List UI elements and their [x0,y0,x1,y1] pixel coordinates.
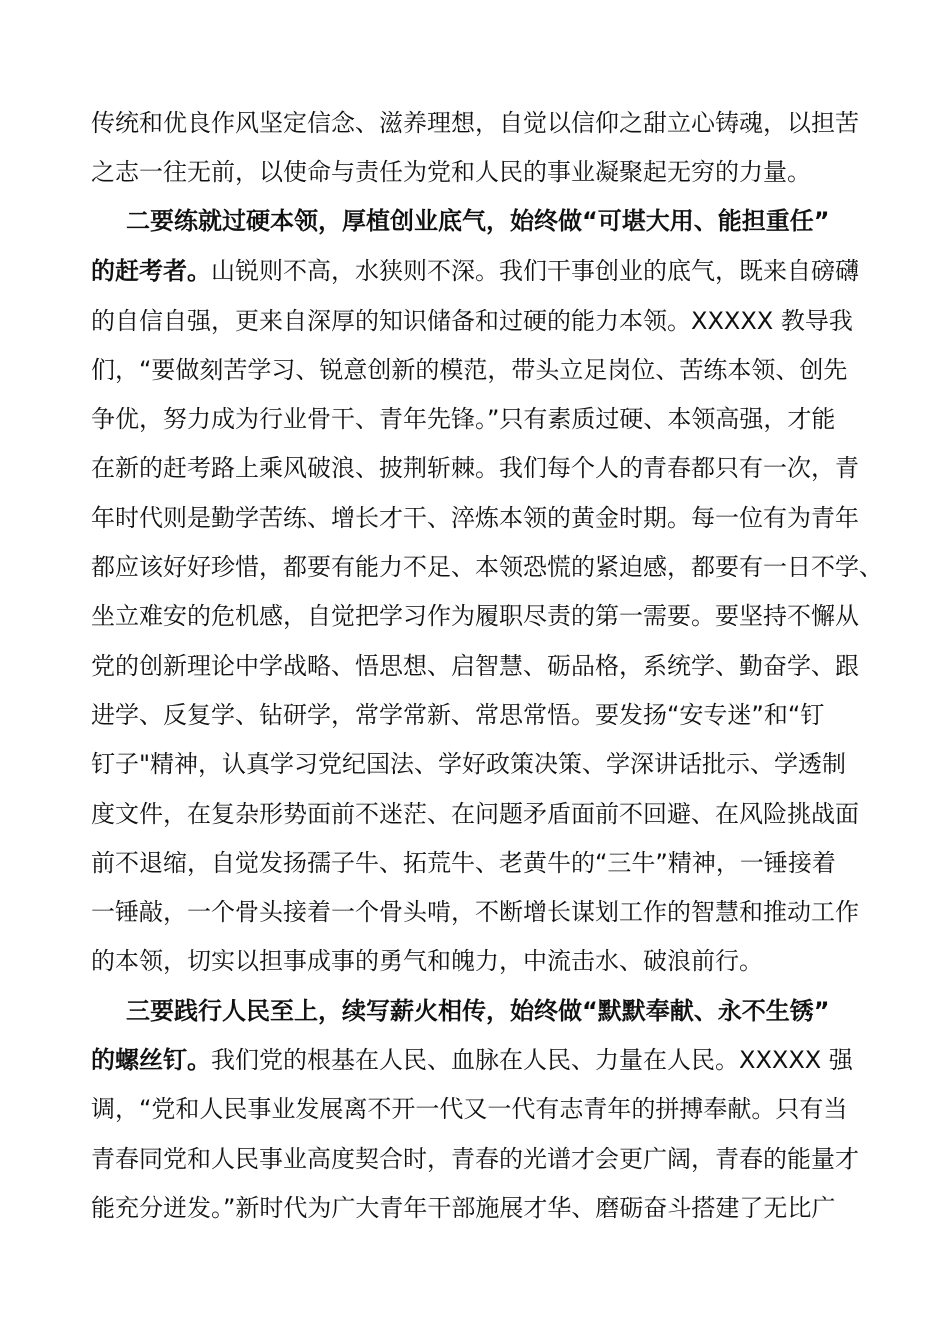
text-line: 进学、反复学、钻研学，常学常新、常思常悟。要发扬“安专迷”和“钉 [91,701,825,729]
text-line: 调，“党和人民事业发展离不开一代又一代有志青年的拼搏奉献。只有当 [91,1095,848,1123]
text-line: 传统和优良作风坚定信念、滋养理想，自觉以信仰之甜立心铸魂，以担苦 [91,109,859,137]
text-line-rest: 我们党的根基在人民、血脉在人民、力量在人民。XXXXX 强 [211,1046,853,1074]
text-line: 钉子"精神，认真学习党纪国法、学好政策决策、学深讲话批示、学透制 [91,750,847,778]
text-line-mixed [91,1045,853,1075]
section-heading-3: 三要践行人民至上，续写薪火相传，始终做“默默奉献、永不生锈” [126,997,830,1025]
text-line: 度文件，在复杂形势面前不迷茫、在问题矛盾面前不回避、在风险挑战面 [91,800,859,828]
text-line: 们，“要做刻苦学习、锐意创新的模范，带头立足岗位、苦练本领、创先 [91,356,848,384]
section-heading-2: 二要练就过硬本领，厚植创业底气，始终做“可堪大用、能担重任” [126,207,830,235]
text-line: 之志一往无前，以使命与责任为党和人民的事业凝聚起无穷的力量。 [91,158,811,186]
section-heading-2-end: 的赶考者。 [91,257,211,285]
text-line-mixed [91,256,859,286]
section-heading-3-end: 的螺丝钉。 [91,1046,211,1074]
text-line: 年时代则是勤学苦练、增长才干、淬炼本领的黄金时期。每一位有为青年 [91,504,859,532]
text-line: 的自信自强，更来自深厚的知识储备和过硬的能力本领。XXXXX 教导我 [91,307,853,335]
text-line: 青春同党和人民事业高度契合时，青春的光谱才会更广阔，青春的能量才 [91,1145,859,1173]
text-line: 能充分迸发。”新时代为广大青年干部施展才华、磨砺奋斗搭建了无比广 [91,1194,836,1222]
text-line-rest: 山锐则不高，水狭则不深。我们干事创业的底气，既来自磅礴 [211,257,859,285]
text-line: 都应该好好珍惜，都要有能力不足、本领恐慌的紧迫感，都要有一日不学、 [91,553,883,581]
text-line: 争优，努力成为行业骨干、青年先锋。”只有素质过硬、本领高强，才能 [91,405,836,433]
text-line: 在新的赶考路上乘风破浪、披荆斩棘。我们每个人的青春都只有一次，青 [91,454,859,482]
text-line: 一锤敲，一个骨头接着一个骨头啃，不断增长谋划工作的智慧和推动工作 [91,898,859,926]
text-line: 坐立难安的危机感，自觉把学习作为履职尽责的第一需要。要坚持不懈从 [91,602,859,630]
text-line: 党的创新理论中学战略、悟思想、启智慧、砺品格，系统学、勤奋学、跟 [91,652,859,680]
text-line: 的本领，切实以担事成事的勇气和魄力，中流击水、破浪前行。 [91,947,763,975]
text-line: 前不退缩，自觉发扬孺子牛、拓荒牛、老黄牛的“三牛”精神，一锤接着 [91,849,836,877]
